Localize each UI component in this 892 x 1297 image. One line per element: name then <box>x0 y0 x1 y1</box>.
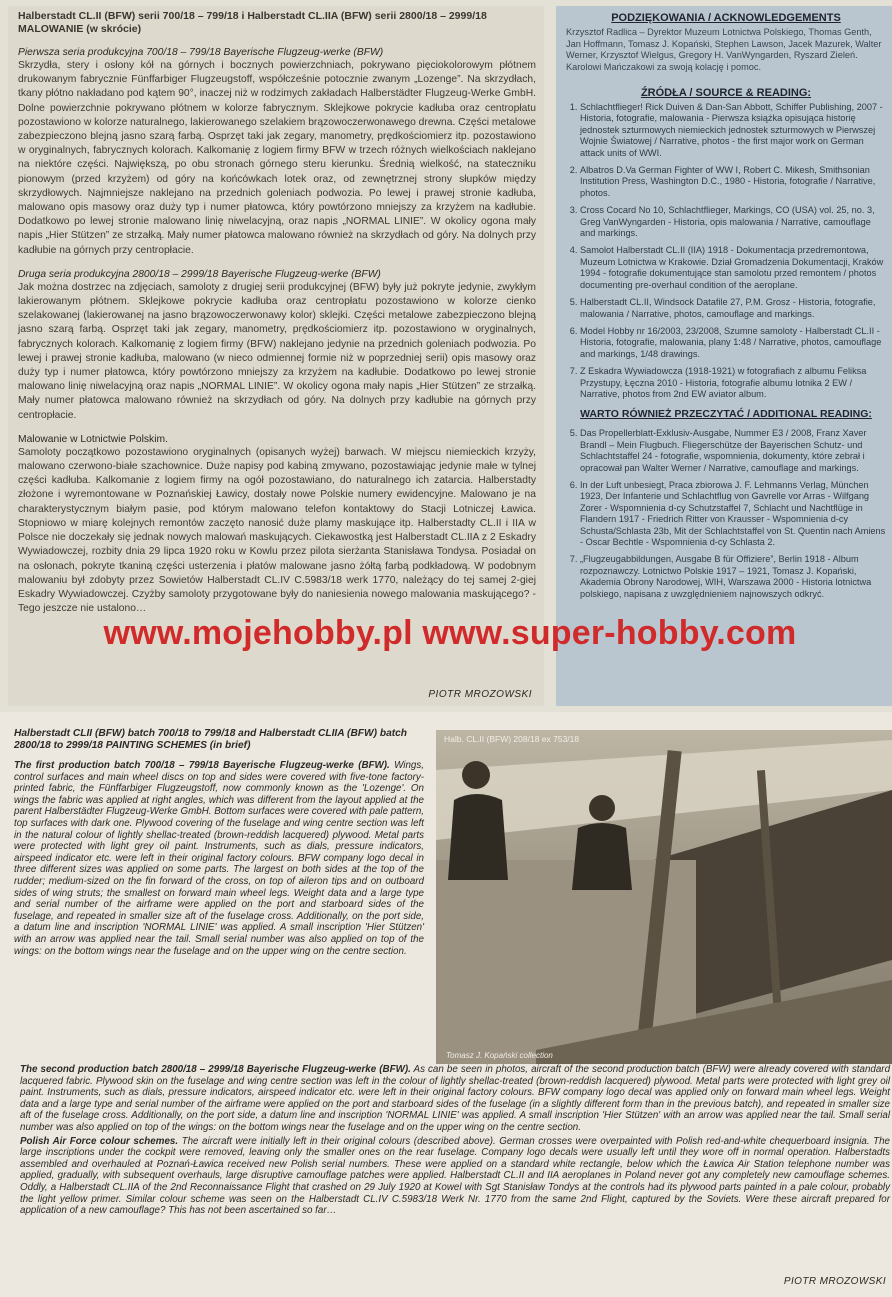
article-title: Halberstadt CL.II (BFW) serii 700/18 – 799/18 i Halberstadt CL.IIA (BFW) serii 2800/18 – 2999/18 <box>18 10 487 22</box>
section-heading: The second production batch 2800/18 – 2999/18 Bayerische Flugzeug-werke (BFW). <box>20 1064 411 1075</box>
section-heading-second-batch: Druga seria produkcyjna 2800/18 – 2999/18 Bayerische Flugzeug-werke (BFW) <box>18 268 381 280</box>
english-article-bottom <box>20 1064 890 1219</box>
photo-credit: Tomasz J. Kopański collection <box>446 1051 553 1060</box>
list-item: 5. Halberstadt CL.II, Windsock Datafile 27, P.M. Grosz - Historia, fotografie, malowania / Narrative, photos, camouflage and markings. <box>580 297 886 320</box>
section-second-batch-en <box>20 1064 890 1134</box>
watermark-urls: www.mojehobby.pl www.super-hobby.com <box>103 614 797 652</box>
section-body-first-batch: Skrzydła, stery i osłony kół na górnych i bocznych powierzchniach, pokrywano pięciokolorowym płótnem drukowanym fabrycznie Fünffarbiger Flugzeugstoff, współcześnie potocznie zwanym „Lozenge”. Na skrzydłach, tkany płótno nakładano pod kątem 90°, inaczej niż w rodzimych zakładach Halberstädter Flugzeug-Werke GmbH. Dolne powierzchnie pokrywano płótnem w kolorze fabrycznym. Sklejkowe pokrycie kadłuba oraz centropłatu pozostawiono w kolorze naturalnego, lakierowanego szelakiem brązowoczerwonawego drewna. Części metalowe zabezpieczono blejną jasno szarą farbą. Osprzęt taki jak zegary, manometry, prędkościomierz itp. pozostawiono w oryginalnych, fabrycznych kolorach. Kalkomanię z logiem firmy BFW w trzech różnych wielkościach naklejano na niektóre części. Największą, po obu stronach górnego steru kierunku. Średnią wielkość, na stateczniku pionowym (przed krzyżem) od góry na końcówkach lotek oraz, od zewnętrznej strony słupków między skrzydłowych. Najmniejsze naklejano na przednich goleniach podwozia. Po lewej i prawej stronie kadłuba, malowano opis masowy oraz duży typ i numer płatowca, który powtórzono mniejszy za krzyżem na kadłubie. Dodatkowo po lewej stronie malowano linię niwelacyjną, oraz napis „NORMAL LINIE”. W okolicy ogona mały napis „Hier Stützen” ze strzałką. Mały numer płatowca malowano również na skrzydłach od góry. Na dolnych przy kadłubie na górnych przy centropłacie. <box>18 60 536 256</box>
polish-article <box>8 6 544 706</box>
section-body: The aircraft were initially left in their original colours (described above). German crosses were overpainted with Polish red-and-white chequerboard insignia. The large inscriptions under the cockpit were removed, leaving only the smaller ones on the rear fuselage. Company logo decals were usually left until they wore off in normal operation. Halberstadts assembled and overhauled at Poznań-Ławica received new Polish serial numbers. These were applied on a standard white rectangle, below which the Ławica Air Station telephone number was applied, gradually, with subsequent overhauls, large disruptive camouflage patches were applied. Halberstadt CL.II and IIA aeroplanes in Poland never got any completely new camouflage schemes. Oddly, a Halberstadt CL.IIA of the 2nd Reconnaissance Flight that crashed on 29 July 1920 at Kowel with Sgt Stanisław Tondys at the controls had its plywood parts painted in a pale colour, probably the light yellow primer. Similar colour scheme was seen on the Halberstadt CL.IV C.5983/18 Werk Nr. 1770 from the same 2nd Flight, captured by the Soviets. Were these aircraft prepared for application of a new camouflage? This has not been ascertained so far… <box>20 1135 890 1217</box>
additional-reading-heading: WARTO RÓWNIEŻ PRZECZYTAĆ / ADDITIONAL READING: <box>580 408 872 421</box>
list-item: 2. Albatros D.Va German Fighter of WW I, Robert C. Mikesh, Smithsonian Institution Press, Washington D.C., 1980 - Historia, fotografie / Narrative, photos. <box>580 165 886 199</box>
sources-sidebar <box>556 6 892 706</box>
english-page <box>0 712 892 1297</box>
photo-caption: Halb. CL.II (BFW) 208/18 ex 753/18 <box>444 734 580 744</box>
section-body: As can be seen in photos, aircraft of the second production batch (BFW) were already covered with standard lacquered fabric. Plywood skin on the fuselage and wing centre section was left in the colour of lightly shellac-treated (brown-reddish lacquered) plywood. Metal parts were protected with light grey oil paint. Instruments, such as dials, pressure indicators, airspeed indicator etc. were left in their original factory colours. BFW company logo decal was applied only on forward main wheel legs. Weight data and a large type and serial number of the airframe were applied on the port and starboard sides of the fuselage (in a slightly different form than in the previous batch), and repeated in smaller size aft of the fuselage cross. Additionally, on the port side, a datum line and inscription 'NORMAL LINIE' was applied. A small inscription 'Hier Stützen' with an arrow was applied near the tail. Small serial number was also applied on top of the wings: on the bottom wings near the fuselage and on the upper wing on the centre section. <box>20 1064 891 1133</box>
section-heading-polish-af: Malowanie w Lotnictwie Polskim. <box>18 433 168 445</box>
aircraft-photo-drawing <box>436 730 892 1064</box>
author-signature-en: PIOTR MROZOWSKI <box>783 1276 886 1287</box>
acknowledgements-heading: PODZIĘKOWANIA / ACKNOWLEDGEMENTS <box>611 12 841 24</box>
list-item: 3. Cross Cocard No 10, Schlachtflieger, Markings, CO (USA) vol. 25, no. 3, Greg VanWyngarden - Historia, opis malowania / Narrative, camouflage and markings. <box>580 205 886 239</box>
article-subtitle: MALOWANIE (w skrócie) <box>18 23 142 35</box>
acknowledgements-text: Krzysztof Radlica – Dyrektor Muzeum Lotnictwa Polskiego, Thomas Genth, Jan Hoffmann, Tomasz J. Kopański, Stephen Lawson, Jacek Mazurek, Walter Werner, Krzysztof Wielgus, Gregory H. VanWyngarden, Ryszard Zieleń. Karolowi Mańczakowi za swoją kolację i pomoc. <box>566 27 882 72</box>
section-body-polish-af: Samoloty początkowo pozostawiono oryginalnych (opisanych wyżej) barwach. W miejscu niemieckich krzyży, malowano czerwono-białe szachownice. Duże napisy pod kabiną zmywano, pozostawiając jedynie małe w tylnej części kadłuba. Kalkomanie z logiem firmy na ogół pozostawiano, do naturalnego ich zatarcia. Halberstadty złożone i wyremontowane w Poznańskiej Ławicy, dostały nowe Polskie numery ewidencyjne. Malowano je na charakterystycznym białym pasie, pod którym malowano telefon kontaktowy do Stacji Lotniczej Ławica. Stopniowo w miarę kolejnych remontów zaczęto nanosić duże plamy maskujące itp. Halberstadty CL.II i IIA w Polsce nie doczekały się jednak nowych malowań maskujących. Ciekawostką jest Halberstadt CL.IIA z 2 Eskadry Wywiadowczej, rozbity dnia 29 lipca 1920 roku w Kowlu przez pilota sierżanta Stanisława Tondysa. Posiadał on na osłonach, pokryte tkaniną części usterzenia i płatów malowane jasno żółtą farbą podkładową. W podobnym malowaniu był zdobyty przez Sowietów Halberstadt CL.IV C.5983/18 werk 1770, należący do tej samej 2-giej Eskadry Wywiadowczej. Czyżby samoloty przygotowane były do naniesienia nowego malowania maskującego? - Tego jeszcze nie ustalono… <box>18 446 536 615</box>
aircraft-photo <box>436 730 892 1064</box>
additional-reading-list <box>566 428 886 600</box>
section-heading: Polish Air Force colour schemes. <box>20 1135 179 1147</box>
section-body-second-batch: Jak można dostrzec na zdjęciach, samoloty z drugiej serii produkcyjnej (BFW) były już pokryte jedynie, zwykłym lakierowanym płótnem. Sklejkowe pokrycie kadłuba oraz centropłatu pozostawiono w kolorze cienko szelakowanej (lakierowanej na jasno brązowoczerwonawy kolor) sklejki. Części metalowe zabezpieczono blejną jasno szarą farbą. Osprzęt taki jak zegary, manometry, prędkościomierz itp. pozostawiono w oryginalnych, fabrycznych kolorach. Kalkomanię z logiem firmy (BFW) naklejano jedynie na przednich goleniach podwozia. Po lewej i prawej stronie kadłuba, malowano (w nieco odmiennej formie niż w poprzedniej serii) opis masowy oraz duży typ i numer płatowca, który powtórzono mniejszy za krzyżem na kadłubie. Dodatkowo po lewej stronie malowano linię niwelacyjną oraz napis „NORMAL LINIE”. W okolicy ogona mały napis „Hier Stützen” ze strzałką. Mały numer płatowca malowano również na skrzydłach od góry. Na dolnych przy kadłubie na górnych przy centropłacie. <box>18 281 536 421</box>
english-article-top <box>14 728 424 963</box>
section-heading-first-batch: Pierwsza seria produkcyjna 700/18 – 799/18 Bayerische Flugzeug-werke (BFW) <box>18 47 384 58</box>
list-item: 6. In der Luft unbesiegt, Praca zbiorowa J. F. Lehmanns Verlag, München 1923, Der Infanterie und Schlachtflug von Gavrelle vor Arras - Wilfgang Zorer - Wspomnienia d-cy Schutzstaffel 7, Schlacht und Nachtflüge in Flandern 1917 - Friedrich Ritter von Krausser - Wspomnienia d-cy Schusta/Schlasta 23b, Mit der Schlachtstaffel von St. Quentin nach Amiens - Oscar Bechtle - Wspomnienia d-cy Schlasta 2. <box>580 480 886 548</box>
list-item: 1. Schlachtflieger! Rick Duiven & Dan-San Abbott, Schiffer Publishing, 2007 - Historia, fotografie, malowania - Pierwsza książka opisująca historię jednostek szturmowych niemieckich jednostek szturmowych w Pierwszej Wojnie Światowej / Narrative, photos - the first major work on German attack units of WWI. <box>580 102 886 159</box>
sources-heading: ŹRÓDŁA / SOURCE & READING: <box>640 87 812 99</box>
section-body: Wings, control surfaces and main wheel discs on top and sides were covered with five-tone factory-printed fabric, the Fünffarbiger Flugzeugstoff, now commonly known as the 'Lozenge'. On wings the fabric was applied at right angles, which was different from the layout applied at the parent Halberstädter Flugzeug-Werke GmbH. Bottom surfaces were covered with pale pattern, top surfaces with dark one. Plywood covering of the fuselage and wing centre section was left in the natural colour of lightly shellac-treated (brown-reddish lacquered) plywood. Metal parts were protected with light grey oil paint. Instruments, such as dials, pressure indicators, airspeed indicator etc. were left in their original factory colours. BFW company logo decal in three different sizes was applied on some parts. The largest on both sides at the top of the rudder; medium-sized on the fin forward of the cross, on top of aileron tips and on outboard sides of wing struts; the smallest on forward main wheel legs. Weight data and a large type and serial number of the airframe were applied on the port and starboard sides of the fuselage, and repeated in smaller size aft of the fuselage cross. Additionally, on the port side, a datum line and inscription 'NORMAL LINIE' was applied. A small inscription 'Hier Stützen' with an arrow was applied near the tail. Small serial number was also applied on top of the wings: on the bottom wings near the fuselage and on the upper wing on the centre section. <box>14 760 424 957</box>
list-item: 7. „Flugzeugabbildungen, Ausgabe B für Offiziere”, Berlin 1918 - Album rozpoznawczy. Lotnictwo Polskie 1917 – 1921, Tomasz J. Kopański, Akademia Obrony Narodowej, WIH, Warszawa 2000 - Historia lotnictwa polskiego, napisana z uwzględnieniem najnowszych odkryć. <box>580 554 886 600</box>
list-item: 5. Das Propellerblatt-Exklusiv-Ausgabe, Nummer E3 / 2008, Franz Xaver Brandl – Mein Flugbuch. Fliegerschütze der Bayerischen Schutz- und Schlachtstaffel 24 - fotografie, wspomnienia, dokumenty, które zebrał i opracował pan Walter Werner / Narrative, camouflage and markings. <box>580 428 886 474</box>
list-item: 7. Z Eskadra Wywiadowcza (1918-1921) w fotografiach z albumu Feliksa Przystupy, Łęczna 2010 - Historia, fotografie albumu lotnika 2 EW / Narrative, photos from 2nd EW aviator album. <box>580 366 886 400</box>
section-first-batch-en <box>14 760 424 957</box>
section-polish-af-en <box>20 1136 890 1217</box>
list-item: 4. Samolot Halberstadt CL.II (IIA) 1918 - Dokumentacja przedremontowa, Muzeum Lotnictwa w Krakowie. Dział Gromadzenia Dokumentacji, Kraków 1994 - fotografie dokumentujące stan samolotu przed remontem / photos documenting pre-overhaul condition of the aeroplane. <box>580 245 886 291</box>
section-heading: The first production batch 700/18 – 799/18 Bayerische Flugzeug-werke (BFW). <box>14 760 390 771</box>
english-title: Halberstadt CLII (BFW) batch 700/18 to 799/18 and Halberstadt CLIIA (BFW) batch 2800/18 to 2999/18 PAINTING SCHEMES (in brief) <box>14 728 408 751</box>
list-item: 6. Model Hobby nr 16/2003, 23/2008, Szumne samoloty - Halberstadt CL.II - Historia, fotografie, malowania, plany 1:48 / Narrative, photos, camouflage and markings, 1/48 drawings. <box>580 326 886 360</box>
author-signature: PIOTR MROZOWSKI <box>428 689 532 700</box>
sources-list <box>566 102 886 400</box>
